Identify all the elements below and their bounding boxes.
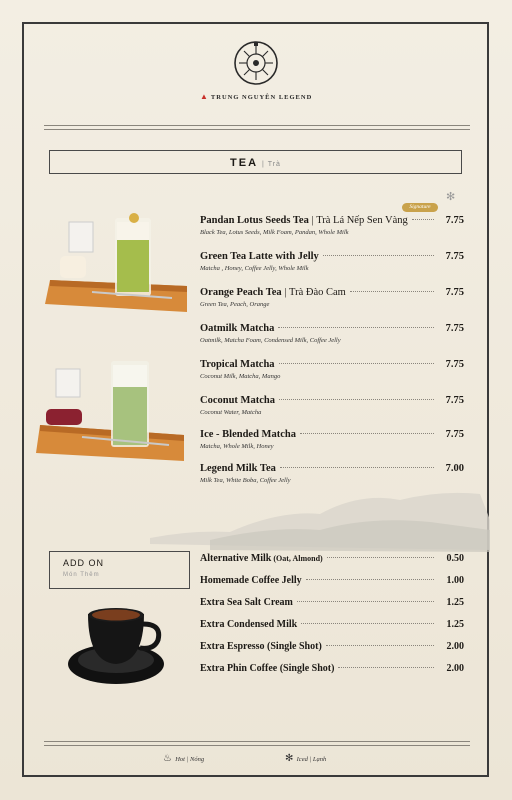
item-price: 7.75 bbox=[445, 359, 464, 370]
iced-legend-label: Iced | Lạnh bbox=[296, 756, 327, 763]
item-price: 7.75 bbox=[445, 395, 464, 406]
snowflake-icon: ✻ bbox=[285, 753, 294, 764]
menu-item bbox=[200, 395, 464, 416]
item-name: Extra Phin Coffee (Single Shot) bbox=[200, 663, 335, 674]
divider bbox=[44, 125, 470, 126]
item-name: Legend Milk Tea bbox=[200, 463, 276, 474]
brand-name bbox=[200, 92, 320, 101]
item-price: 7.75 bbox=[445, 323, 464, 334]
section-title: TEA bbox=[230, 157, 259, 169]
menu-item bbox=[200, 323, 464, 344]
addon-item bbox=[200, 619, 464, 630]
addon-item bbox=[200, 553, 464, 564]
item-description: Green Tea, Peach, Orange bbox=[200, 301, 270, 308]
iced-legend bbox=[285, 753, 326, 764]
item-description: Coconut Water, Matcha bbox=[200, 409, 262, 416]
addon-item bbox=[200, 597, 464, 608]
section-subtitle: Món Thêm bbox=[63, 572, 100, 578]
item-price: 7.75 bbox=[445, 287, 464, 298]
menu-item bbox=[200, 429, 464, 450]
hot-legend bbox=[163, 753, 204, 764]
espresso-cup-image bbox=[64, 602, 168, 688]
item-price: 1.25 bbox=[446, 597, 464, 608]
item-description: Oatmilk, Matcha Foam, Condensed Milk, Coffee Jelly bbox=[200, 337, 341, 344]
item-name: Alternative Milk bbox=[200, 553, 272, 564]
item-price: 2.00 bbox=[446, 641, 464, 652]
pandan-drink-image bbox=[42, 208, 192, 318]
item-name: Pandan Lotus Seeds Tea bbox=[200, 215, 309, 226]
mountain-decoration bbox=[150, 480, 490, 560]
hot-legend-label: Hot | Nóng bbox=[175, 756, 205, 763]
item-price: 7.75 bbox=[445, 215, 464, 226]
item-description: Coconut Milk, Matcha, Mango bbox=[200, 373, 281, 380]
item-price: 1.25 bbox=[446, 619, 464, 630]
menu-item: Pandan Lotus Seeds Tea | Trà Lá Nếp Sen Vàng 7.75 Black Tea, Lotus Seeds, Milk Foam, Pandan, Whole Milk bbox=[200, 215, 464, 236]
menu-item: Orange Peach Tea | Trà Đào Cam 7.75 Green Tea, Peach, Orange bbox=[200, 287, 464, 308]
item-price: 0.50 bbox=[446, 553, 464, 564]
menu-item bbox=[200, 251, 464, 272]
divider bbox=[44, 745, 470, 746]
divider bbox=[44, 741, 470, 742]
item-name: Green Tea Latte with Jelly bbox=[200, 251, 319, 262]
item-price: 7.00 bbox=[445, 463, 464, 474]
addon-item bbox=[200, 641, 464, 652]
item-viet-name: Trà Đào Cam bbox=[289, 287, 346, 298]
flame-icon: ▲ bbox=[200, 92, 209, 101]
addon-section-header bbox=[49, 551, 190, 589]
addon-item bbox=[200, 663, 464, 674]
addon-item bbox=[200, 575, 464, 586]
item-description: Matcha, Whole Milk, Honey bbox=[200, 443, 274, 450]
item-description: Milk Tea, White Boba, Coffee Jelly bbox=[200, 477, 291, 484]
item-price: 7.75 bbox=[445, 251, 464, 262]
item-price: 1.00 bbox=[446, 575, 464, 586]
item-name: Ice - Blended Matcha bbox=[200, 429, 296, 440]
section-title: ADD ON bbox=[63, 558, 105, 568]
item-name: Extra Sea Salt Cream bbox=[200, 597, 293, 608]
tea-section-header: TEA | Trà bbox=[49, 150, 462, 174]
item-description: Matcha , Honey, Coffee Jelly, Whole Milk bbox=[200, 265, 309, 272]
hot-cup-icon: ♨ bbox=[163, 753, 172, 764]
signature-badge: Signature bbox=[402, 203, 438, 212]
brand-text: TRUNG NGUYÊN LEGEND bbox=[210, 94, 313, 101]
matcha-drink-image bbox=[34, 357, 189, 469]
item-price: 7.75 bbox=[445, 429, 464, 440]
item-description: Black Tea, Lotus Seeds, Milk Foam, Pandan, Whole Milk bbox=[200, 229, 349, 236]
item-name: Extra Espresso (Single Shot) bbox=[200, 641, 322, 652]
menu-item bbox=[200, 359, 464, 380]
item-note: (Oat, Almond) bbox=[273, 554, 323, 563]
item-name: Oatmilk Matcha bbox=[200, 323, 275, 334]
item-name: Tropical Matcha bbox=[200, 359, 275, 370]
brand-logo bbox=[233, 40, 279, 86]
item-viet-name: Trà Lá Nếp Sen Vàng bbox=[316, 215, 408, 226]
divider bbox=[44, 129, 470, 130]
item-name: Orange Peach Tea bbox=[200, 287, 282, 298]
item-price: 2.00 bbox=[446, 663, 464, 674]
snowflake-icon: ✻ bbox=[446, 191, 456, 203]
section-subtitle: Trà bbox=[267, 161, 281, 168]
item-name: Coconut Matcha bbox=[200, 395, 275, 406]
item-name: Homemade Coffee Jelly bbox=[200, 575, 302, 586]
item-name: Extra Condensed Milk bbox=[200, 619, 298, 630]
